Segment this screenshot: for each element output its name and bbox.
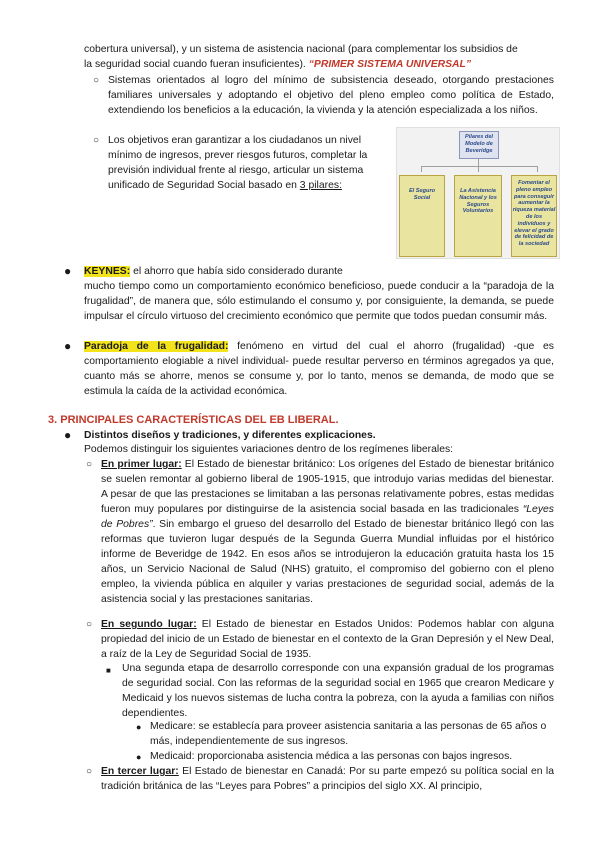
tercer-lugar-paragraph bbox=[101, 764, 554, 794]
primer-sistema-universal: “PRIMER SISTEMA UNIVERSAL” bbox=[308, 59, 472, 70]
dot-bullet-icon: ● bbox=[64, 428, 72, 442]
dot-bullet-icon: ● bbox=[64, 264, 72, 278]
medicare-item: Medicare: se establecía para proveer asistencia sanitaria a las personas de 65 años o más, independientemente de sus ingresos. bbox=[150, 721, 547, 747]
primer-lugar-label: En primer lugar: bbox=[101, 459, 182, 470]
beveridge-pillars-diagram bbox=[396, 127, 560, 259]
paradoja-text: fenómeno en virtud del cual el ahorro (frugalidad) -que es comportamiento elogiable a nivel individual- puede resultar perverso en términos agregados ya que, cuanto más se ahorre, menos se consume y, por lo tanto, menos se demanda, de modo que se estimula la caída de la actividad económica. bbox=[84, 341, 554, 397]
primer-lugar-text-1: El Estado de bienestar británico: Los orígenes del Estado de bienestar británico se suelen remontar al gobierno liberal de 1905-1915, que introdujo varias medidas del bienestar. A pesar de que las prestaciones se limitaban a las personas relativamente pobres, estas medidas fueron muy populares por distinguirse de la asistencia social basada en las tradicionales bbox=[101, 459, 554, 515]
segundo-lugar-text: El Estado de bienestar en Estados Unidos: Podemos hablar con alguna propiedad del inicio de un Estado de bienestar en el contexto de la Gran Depresión y el New Deal, a raíz de la Ley de Seguridad Social de 1935. bbox=[101, 619, 554, 660]
intro-paragraph bbox=[84, 42, 554, 72]
circle-bullet-icon: ○ bbox=[86, 619, 93, 630]
keynes-first-text: el ahorro que había sido considerado durante bbox=[130, 266, 343, 277]
section-3-heading: 3. PRINCIPALES CARACTERÍSTICAS DEL EB LIBERAL. bbox=[48, 414, 339, 426]
primer-lugar-paragraph bbox=[101, 457, 554, 607]
segundo-lugar-label: En segundo lugar: bbox=[101, 619, 197, 630]
medicaid-item: Medicaid: proporcionaba asistencia médica a las personas con bajos ingresos. bbox=[150, 751, 513, 762]
diagram-top-box: Pilares del Modelo de Beveridge bbox=[459, 131, 499, 159]
dot-bullet-icon: ● bbox=[64, 339, 72, 353]
diagram-box-seguro-social: El Seguro Social bbox=[399, 175, 445, 257]
circle-bullet-icon: ○ bbox=[86, 766, 93, 777]
diagram-box-asistencia-nacional: La Asistencia Nacional y los Seguros Voluntarios bbox=[454, 175, 502, 257]
keynes-label: KEYNES: bbox=[84, 266, 131, 277]
section-3-bullet: Distintos diseños y tradiciones, y diferentes explicaciones. bbox=[84, 430, 376, 441]
segunda-etapa-paragraph: Una segunda etapa de desarrollo corresponde con una expansión gradual de los programas de seguridad social. Con las reformas de la seguridad social en 1965 que crearon Medicare y Medicaid y los nuevos sistemas de lucha contra la pobreza, con la ayuda a familias con niños dependientes. bbox=[122, 663, 554, 719]
square-bullet-icon: ■ bbox=[106, 666, 111, 675]
intro-line-2: la seguridad social cuando fueran insuficientes). bbox=[84, 59, 309, 70]
diagram-connector bbox=[537, 166, 538, 172]
leyes-de-pobres-text: “Leyes de Pobres” bbox=[101, 504, 554, 530]
circle-bullet-icon: ○ bbox=[86, 459, 93, 470]
intro-line-1: cobertura universal), y un sistema de asistencia nacional (para complementar los subsidios de bbox=[84, 44, 518, 55]
circle-bullet-icon: ○ bbox=[93, 75, 100, 86]
small-dot-bullet-icon: ● bbox=[136, 722, 142, 732]
tercer-lugar-text: El Estado de bienestar en Canadá: Por su parte empezó su política social en la tradición británica de las “Leyes para Pobres” a principios del siglo XX. Al principio, bbox=[101, 766, 554, 792]
diagram-connector bbox=[421, 166, 537, 167]
keynes-paragraph: mucho tiempo como un comportamiento económico beneficioso, puede conducir a la “paradoja de la frugalidad”, de manera que, sólo estimulando el consumo y, por consiguiente, la demanda, se puede impulsar el círculo virtuoso del crecimiento económico que permite que todos puedan consumir más. bbox=[84, 281, 554, 322]
keynes-first-line bbox=[84, 264, 384, 279]
sub-bullet-sistemas: Sistemas orientados al logro del mínimo de subsistencia deseado, otorgando prestaciones familiares universales y adoptando el objetivo del pleno empleo como política de Estado, extendiendo los beneficios a la educación, la vivienda y la atención especializada a los niños. bbox=[108, 75, 554, 116]
primer-lugar-text-2: . Sin embargo el grueso del desarrollo del Estado de bienestar británico llegó con las reformas que tuvieron lugar después de la Segunda Guerra Mundial influidas por el histórico informe de Beveridge de 1942. En esos años se introdujeron la educación gratuita hasta los 15 años, un Servicio Nacional de Salud (NHS) gratuito, el compromiso del gobierno con el pleno empleo, la vivienda pública en alquiler y varias prestaciones de seguridad social, además de la asistencia social y las prestaciones sanitarias. bbox=[101, 519, 554, 605]
diagram-connector bbox=[421, 166, 422, 172]
tres-pilares-link-text: 3 pilares: bbox=[299, 180, 342, 191]
section-3-intro: Podemos distinguir los siguientes variaciones dentro de los regímenes liberales: bbox=[84, 444, 454, 455]
sub-bullet-objetivos bbox=[108, 133, 388, 193]
small-dot-bullet-icon: ● bbox=[136, 752, 142, 762]
objetivos-text: Los objetivos eran garantizar a los ciudadanos un nivel mínimo de ingresos, prever riesgos futuros, completar la previsión individual frente al riesgo, articular un sistema unificado de Seguridad Social basado en bbox=[108, 135, 368, 191]
circle-bullet-icon: ○ bbox=[93, 135, 100, 146]
diagram-connector bbox=[478, 166, 479, 172]
segundo-lugar-paragraph bbox=[101, 617, 554, 662]
paradoja-paragraph bbox=[84, 339, 554, 399]
paradoja-label: Paradoja de la frugalidad: bbox=[84, 341, 229, 352]
diagram-connector bbox=[478, 159, 479, 166]
tercer-lugar-label: En tercer lugar: bbox=[101, 766, 179, 777]
diagram-box-pleno-empleo: Fomentar el pleno empleo para conseguir aumentar la riqueza material de los individuos y elevar el grado de felicidad de la sociedad bbox=[511, 175, 557, 257]
